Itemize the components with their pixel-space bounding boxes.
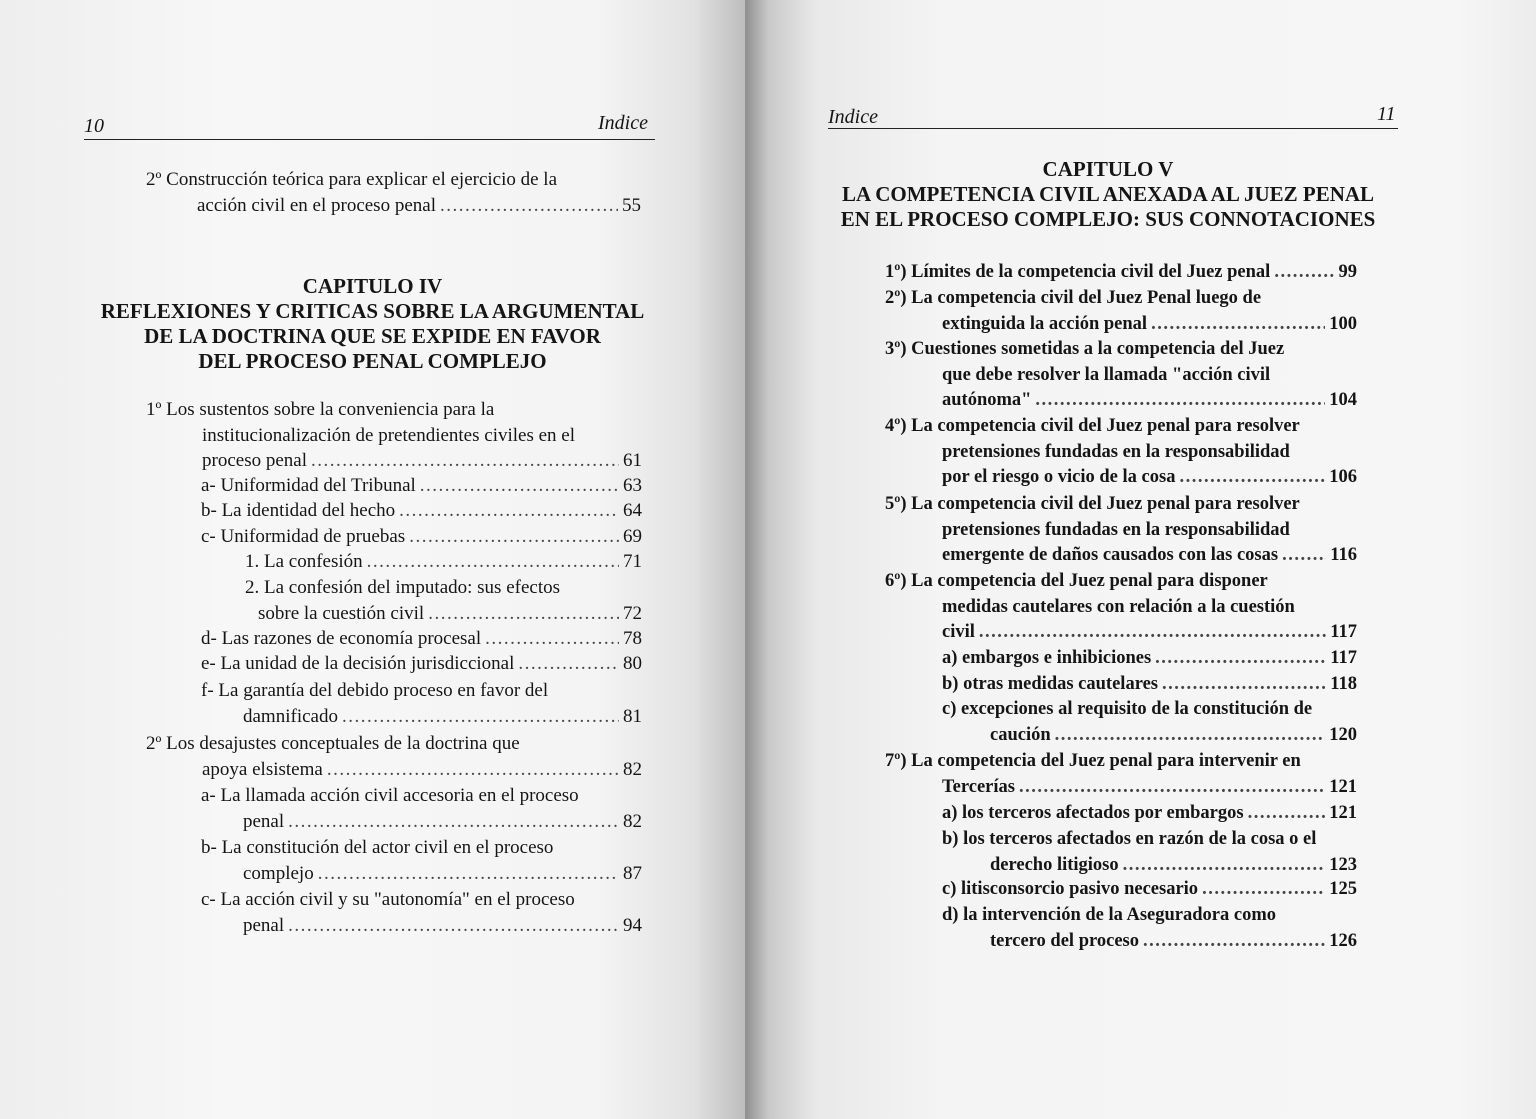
entry-title: acción civil en el proceso penal bbox=[197, 194, 436, 216]
chapter-subtitle-line: LA COMPETENCIA CIVIL ANEXADA AL JUEZ PENAL bbox=[841, 182, 1375, 206]
page-ref: 80 bbox=[623, 653, 642, 674]
toc-entry bbox=[885, 260, 1357, 286]
entry-row bbox=[201, 809, 642, 835]
entry-line: 6º) La competencia del Juez penal para disponer bbox=[885, 571, 1268, 591]
entry-title: e- La unidad de la decisión jurisdiccional bbox=[201, 653, 515, 674]
header-rule bbox=[84, 139, 655, 140]
toc-entry bbox=[201, 783, 642, 834]
entry-title: extinguida la acción penal bbox=[942, 313, 1148, 334]
entry-title: apoya elsistema bbox=[202, 758, 323, 780]
entry-line: pretensiones fundadas en la responsabilidad bbox=[942, 519, 1290, 540]
entry-title: caución bbox=[990, 724, 1051, 745]
toc-entry bbox=[201, 524, 642, 550]
entry-line: c- La acción civil y su "autonomía" en el proceso bbox=[201, 889, 575, 910]
chapter-subtitle-line: EN EL PROCESO COMPLEJO: SUS CONNOTACIONES bbox=[840, 207, 1376, 231]
entry-row bbox=[201, 626, 642, 652]
page-ref: 82 bbox=[623, 758, 642, 780]
toc-entry bbox=[885, 337, 1357, 414]
chapter-subtitle-line: DE LA DOCTRINA QUE SE EXPIDE EN FAVOR bbox=[144, 324, 601, 348]
entry-row bbox=[942, 646, 1357, 672]
toc-entry bbox=[885, 414, 1357, 491]
chapter-subtitle-line: DEL PROCESO PENAL COMPLEJO bbox=[198, 349, 547, 373]
entry-title: civil bbox=[942, 622, 975, 642]
entry-title: c- Uniformidad de pruebas bbox=[201, 526, 406, 547]
entry-title: sobre la cuestión civil bbox=[258, 602, 425, 624]
toc-entry bbox=[942, 672, 1357, 698]
entry-row bbox=[885, 775, 1357, 801]
running-head: Indice bbox=[598, 112, 648, 134]
entry-row bbox=[201, 704, 642, 730]
entry-row bbox=[201, 861, 642, 887]
toc-entry bbox=[245, 575, 642, 626]
entry-line: 3º) Cuestiones sometidas a la competencia del Juez bbox=[885, 339, 1285, 359]
entry-line: d) la intervención de la Aseguradora como bbox=[942, 905, 1277, 925]
page-ref: 81 bbox=[623, 705, 642, 727]
entry-title: complejo bbox=[243, 862, 314, 884]
entry-row bbox=[885, 620, 1357, 646]
entry-row bbox=[201, 913, 642, 939]
dot-leader bbox=[1282, 543, 1326, 569]
dot-leader bbox=[1274, 260, 1334, 286]
left-page bbox=[0, 0, 745, 1119]
entry-title: a) los terceros afectados por embargos bbox=[942, 803, 1244, 823]
page-ref: 72 bbox=[623, 602, 642, 624]
entry-row bbox=[201, 473, 642, 499]
entry-title: b) otras medidas cautelares bbox=[942, 674, 1158, 694]
dot-leader bbox=[327, 757, 619, 783]
toc-entry bbox=[201, 887, 642, 938]
toc-entry-intro bbox=[146, 167, 641, 218]
entry-row bbox=[885, 312, 1357, 338]
page-ref: 123 bbox=[1329, 854, 1357, 875]
toc-entry bbox=[942, 827, 1357, 878]
page-ref: 87 bbox=[623, 862, 642, 884]
dot-leader bbox=[420, 473, 619, 499]
entry-line: a- La llamada acción civil accesoria en el proceso bbox=[201, 785, 579, 806]
entry-row bbox=[942, 877, 1357, 903]
toc-entry bbox=[146, 731, 642, 782]
dot-leader bbox=[288, 809, 619, 835]
entry-line: b) los terceros afectados en razón de la cosa o el bbox=[942, 829, 1317, 849]
toc-entry bbox=[942, 697, 1357, 748]
entry-row bbox=[146, 448, 642, 474]
dot-leader bbox=[1035, 388, 1325, 414]
chapter-title: CAPITULO V bbox=[1042, 157, 1174, 181]
dot-leader bbox=[1202, 877, 1325, 903]
entry-row bbox=[885, 543, 1357, 569]
toc-entry bbox=[201, 473, 642, 499]
dot-leader bbox=[318, 861, 619, 887]
dot-leader bbox=[428, 601, 619, 627]
chapter-heading bbox=[80, 274, 665, 374]
dot-leader bbox=[1055, 723, 1326, 749]
page-ref: 71 bbox=[623, 551, 642, 572]
page-ref: 120 bbox=[1329, 724, 1357, 745]
page-ref: 61 bbox=[623, 450, 642, 471]
entry-title: a) embargos e inhibiciones bbox=[942, 648, 1152, 668]
chapter-heading bbox=[808, 157, 1408, 232]
dot-leader bbox=[367, 549, 619, 575]
header-rule bbox=[828, 128, 1398, 129]
toc-entry bbox=[201, 678, 642, 729]
toc-entry bbox=[885, 749, 1357, 800]
entry-line: 4º) La competencia civil del Juez penal para resolver bbox=[885, 416, 1300, 436]
toc-entry bbox=[942, 877, 1357, 903]
page-ref: 121 bbox=[1329, 776, 1357, 797]
entry-line: 2º Construcción teórica para explicar el ejercicio de la bbox=[146, 169, 558, 190]
toc-entry bbox=[201, 498, 642, 524]
dot-leader bbox=[1162, 672, 1326, 698]
entry-title: 1º) Límites de la competencia civil del Juez penal bbox=[885, 262, 1271, 282]
dot-leader bbox=[485, 626, 619, 652]
toc-entry bbox=[245, 549, 642, 575]
entry-title: penal bbox=[243, 810, 285, 832]
entry-line: 1º Los sustentos sobre la conveniencia para la bbox=[146, 399, 495, 420]
toc-entry bbox=[885, 569, 1357, 646]
dot-leader bbox=[518, 651, 619, 677]
entry-row bbox=[885, 465, 1357, 491]
toc-entry bbox=[942, 903, 1357, 954]
toc-entry bbox=[942, 801, 1357, 827]
entry-title: 1. La confesión bbox=[245, 551, 363, 572]
entry-line: c) excepciones al requisito de la constitución de bbox=[942, 699, 1313, 719]
toc-entry bbox=[885, 492, 1357, 569]
entry-line: 5º) La competencia civil del Juez penal para resolver bbox=[885, 494, 1300, 514]
dot-leader bbox=[1143, 929, 1325, 955]
page-ref: 63 bbox=[623, 475, 642, 496]
entry-row bbox=[942, 929, 1357, 955]
entry-title: derecho litigioso bbox=[990, 854, 1119, 875]
entry-row bbox=[201, 524, 642, 550]
dot-leader bbox=[1179, 465, 1325, 491]
entry-line: medidas cautelares con relación a la cuestión bbox=[942, 596, 1295, 617]
entry-line: b- La constitución del actor civil en el proceso bbox=[201, 837, 554, 858]
entry-row bbox=[885, 388, 1357, 414]
page-ref: 69 bbox=[623, 526, 642, 547]
toc-entry bbox=[201, 626, 642, 652]
dot-leader bbox=[1123, 853, 1326, 879]
toc-entry bbox=[942, 646, 1357, 672]
entry-title: penal bbox=[243, 914, 285, 936]
page-ref: 126 bbox=[1329, 930, 1357, 951]
page-ref: 125 bbox=[1329, 879, 1357, 899]
entry-row bbox=[942, 672, 1357, 698]
entry-row bbox=[942, 853, 1357, 879]
page-ref: 100 bbox=[1329, 313, 1357, 334]
dot-leader bbox=[1155, 646, 1326, 672]
entry-line: 2º) La competencia civil del Juez Penal luego de bbox=[885, 288, 1262, 308]
entry-title: a- Uniformidad del Tribunal bbox=[201, 475, 416, 496]
entry-row bbox=[885, 260, 1357, 286]
entry-line: 2. La confesión del imputado: sus efectos bbox=[245, 577, 561, 598]
entry-title: Tercerías bbox=[942, 776, 1015, 797]
entry-title: proceso penal bbox=[202, 450, 307, 471]
page-ref: 99 bbox=[1338, 262, 1357, 282]
entry-line: que debe resolver la llamada "acción civil bbox=[942, 364, 1271, 385]
toc-entry bbox=[201, 651, 642, 677]
entry-line: f- La garantía del debido proceso en favor del bbox=[201, 680, 549, 701]
chapter-title: CAPITULO IV bbox=[302, 274, 443, 298]
running-head: Indice bbox=[828, 106, 878, 128]
page-number: 11 bbox=[1377, 103, 1396, 125]
dot-leader bbox=[409, 524, 619, 550]
entry-line: pretensiones fundadas en la responsabilidad bbox=[942, 441, 1290, 462]
dot-leader bbox=[1151, 312, 1325, 338]
entry-title: c) litisconsorcio pasivo necesario bbox=[942, 879, 1199, 899]
page-ref: 64 bbox=[623, 500, 642, 521]
entry-row bbox=[942, 723, 1357, 749]
entry-line: 2º Los desajustes conceptuales de la doctrina que bbox=[146, 733, 520, 754]
toc-entry bbox=[885, 286, 1357, 337]
entry-row bbox=[245, 549, 642, 575]
dot-leader bbox=[399, 498, 619, 524]
entry-title: damnificado bbox=[243, 705, 338, 727]
entry-row bbox=[201, 651, 642, 677]
entry-row bbox=[146, 757, 642, 783]
entry-row bbox=[201, 498, 642, 524]
toc-entry bbox=[146, 397, 642, 474]
entry-row bbox=[146, 193, 641, 219]
entry-title: por el riesgo o vicio de la cosa bbox=[942, 467, 1176, 487]
entry-row bbox=[942, 801, 1357, 827]
page-ref: 121 bbox=[1329, 803, 1357, 823]
page-ref: 117 bbox=[1330, 648, 1357, 668]
dot-leader bbox=[311, 448, 619, 474]
page-ref: 94 bbox=[623, 914, 642, 936]
dot-leader bbox=[1019, 775, 1325, 801]
page-number: 10 bbox=[84, 115, 104, 137]
dot-leader bbox=[1248, 801, 1326, 827]
page-ref: 118 bbox=[1330, 674, 1357, 694]
entry-title: b- La identidad del hecho bbox=[201, 500, 396, 521]
dot-leader bbox=[288, 913, 619, 939]
toc-entry bbox=[201, 835, 642, 886]
entry-title: autónoma" bbox=[942, 390, 1032, 410]
entry-title: tercero del proceso bbox=[990, 930, 1139, 951]
page-ref: 106 bbox=[1329, 467, 1357, 487]
right-page bbox=[745, 0, 1536, 1119]
page-ref: 104 bbox=[1329, 390, 1357, 410]
entry-title: d- Las razones de economía procesal bbox=[201, 628, 482, 649]
dot-leader bbox=[440, 193, 618, 219]
page-ref: 117 bbox=[1330, 622, 1357, 642]
page-ref: 82 bbox=[623, 810, 642, 832]
page-ref: 116 bbox=[1330, 545, 1357, 565]
entry-title: emergente de daños causados con las cosas bbox=[942, 545, 1279, 565]
entry-row bbox=[245, 601, 642, 627]
entry-line: 7º) La competencia del Juez penal para intervenir en bbox=[885, 751, 1301, 771]
page-ref: 55 bbox=[622, 194, 641, 216]
chapter-subtitle-line: REFLEXIONES Y CRITICAS SOBRE LA ARGUMENTAL bbox=[100, 299, 645, 323]
entry-line: institucionalización de pretendientes civiles en el bbox=[202, 424, 576, 446]
dot-leader bbox=[342, 704, 619, 730]
dot-leader bbox=[979, 620, 1326, 646]
page-ref: 78 bbox=[623, 628, 642, 649]
